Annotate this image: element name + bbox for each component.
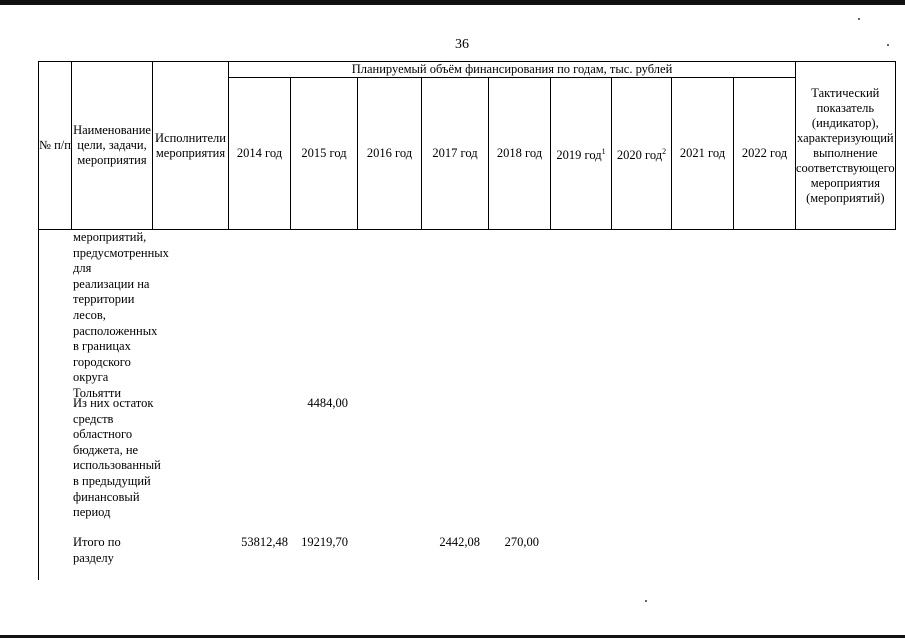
header-year-2016: 2016 год — [358, 78, 422, 230]
row-text-activities: мероприятий, предусмотренных для реализации на территории лесов, расположенных в границах городского округа Тольятти — [73, 230, 169, 400]
header-funding: Планируемый объём финансирования по годам, тыс. рублей — [229, 62, 796, 78]
header-year-2019 — [551, 78, 612, 230]
scan-speck — [858, 18, 860, 20]
table-body — [38, 228, 870, 580]
header-year-2017: 2017 год — [422, 78, 489, 230]
row-text-total: Итого по разделу — [73, 535, 121, 565]
total-2015-value: 19219,70 — [301, 535, 348, 549]
total-2018-value: 270,00 — [504, 535, 539, 549]
total-2014-value: 53812,48 — [241, 535, 288, 549]
row-text-balance: Из них остаток средств областного бюджета, не использованный в предыдущий финансовый период — [73, 396, 161, 520]
header-year-2014: 2014 год — [229, 78, 291, 230]
footnote-1: 1 — [601, 146, 606, 156]
top-border — [0, 0, 905, 5]
column-border — [38, 228, 39, 580]
header-year-2015: 2015 год — [291, 78, 358, 230]
header-year-2020 — [612, 78, 672, 230]
balance-2015-value: 4484,00 — [307, 396, 348, 410]
scan-speck — [645, 600, 647, 602]
year-2019-label: 2019 год — [556, 148, 602, 163]
bottom-border — [0, 635, 905, 638]
header-executors: Исполнители мероприятия — [153, 62, 229, 230]
header-year-2021: 2021 год — [672, 78, 734, 230]
funding-table-header — [38, 61, 896, 230]
scan-speck — [887, 44, 889, 46]
total-2017-value: 2442,08 — [439, 535, 480, 549]
footnote-2: 2 — [662, 146, 667, 156]
header-indicator: Тактический показатель (индикатор), характеризующий выполнение соответствующего мероприятия (мероприятий) — [796, 62, 896, 230]
header-year-2022: 2022 год — [734, 78, 796, 230]
header-year-2018: 2018 год — [489, 78, 551, 230]
header-number: № п/п — [39, 62, 72, 230]
header-name: Наименование цели, задачи, мероприятия — [72, 62, 153, 230]
year-2020-label: 2020 год — [616, 148, 663, 163]
page-number: 36 — [455, 37, 469, 52]
